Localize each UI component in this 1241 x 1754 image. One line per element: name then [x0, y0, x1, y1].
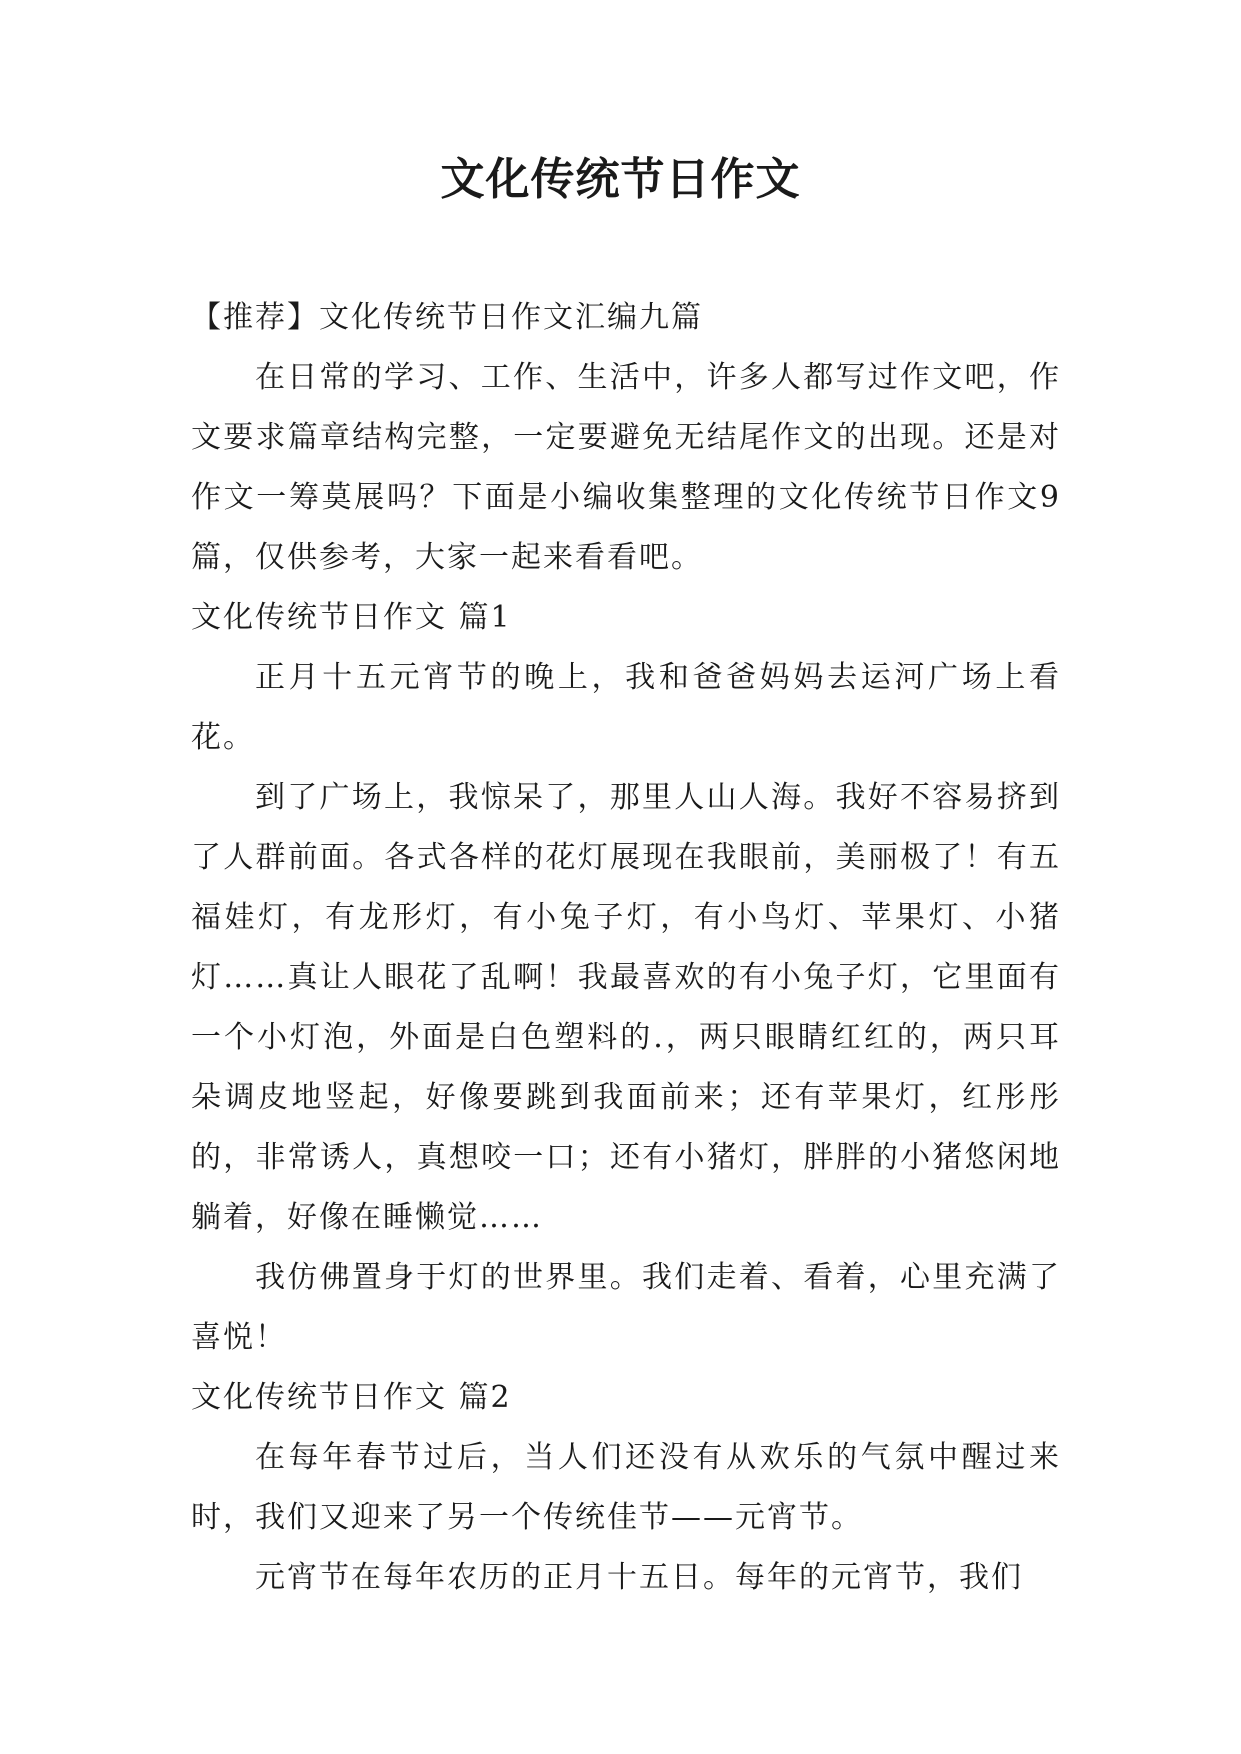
intro-paragraph: 在日常的学习、工作、生活中，许多人都写过作文吧，作文要求篇章结构完整，一定要避免无结尾作文的出现。还是对作文一筹莫展吗？下面是小编收集整理的文化传统节日作文9篇，仅供参考，大家一起来看看吧。 [191, 360, 1061, 575]
essay-paragraph: 正月十五元宵节的晚上，我和爸爸妈妈去运河广场上看花。 [191, 660, 1061, 755]
document-subtitle: 【推荐】文化传统节日作文汇编九篇 [191, 300, 703, 335]
document-body [191, 288, 1061, 1608]
document-title: 文化传统节日作文 [440, 154, 801, 205]
section-heading: 文化传统节日作文 篇2 [191, 1380, 512, 1415]
section-heading: 文化传统节日作文 篇1 [191, 600, 512, 635]
essay-paragraph: 我仿佛置身于灯的世界里。我们走着、看着，心里充满了喜悦！ [191, 1260, 1061, 1355]
essay-paragraph: 在每年春节过后，当人们还没有从欢乐的气氛中醒过来时，我们又迎来了另一个传统佳节——元宵节。 [191, 1440, 1061, 1535]
essay-paragraph: 元宵节在每年农历的正月十五日。每年的元宵节，我们 [255, 1560, 1023, 1595]
essay-paragraph: 到了广场上，我惊呆了，那里人山人海。我好不容易挤到了人群前面。各式各样的花灯展现在我眼前，美丽极了！有五福娃灯，有龙形灯，有小兔子灯，有小鸟灯、苹果灯、小猪灯……真让人眼花了乱啊！我最喜欢的有小兔子灯，它里面有一个小灯泡，外面是白色塑料的.，两只眼睛红红的，两只耳朵调皮地竖起，好像要跳到我面前来；还有苹果灯，红彤彤的，非常诱人，真想咬一口；还有小猪灯，胖胖的小猪悠闲地躺着，好像在睡懒觉…… [191, 780, 1061, 1235]
